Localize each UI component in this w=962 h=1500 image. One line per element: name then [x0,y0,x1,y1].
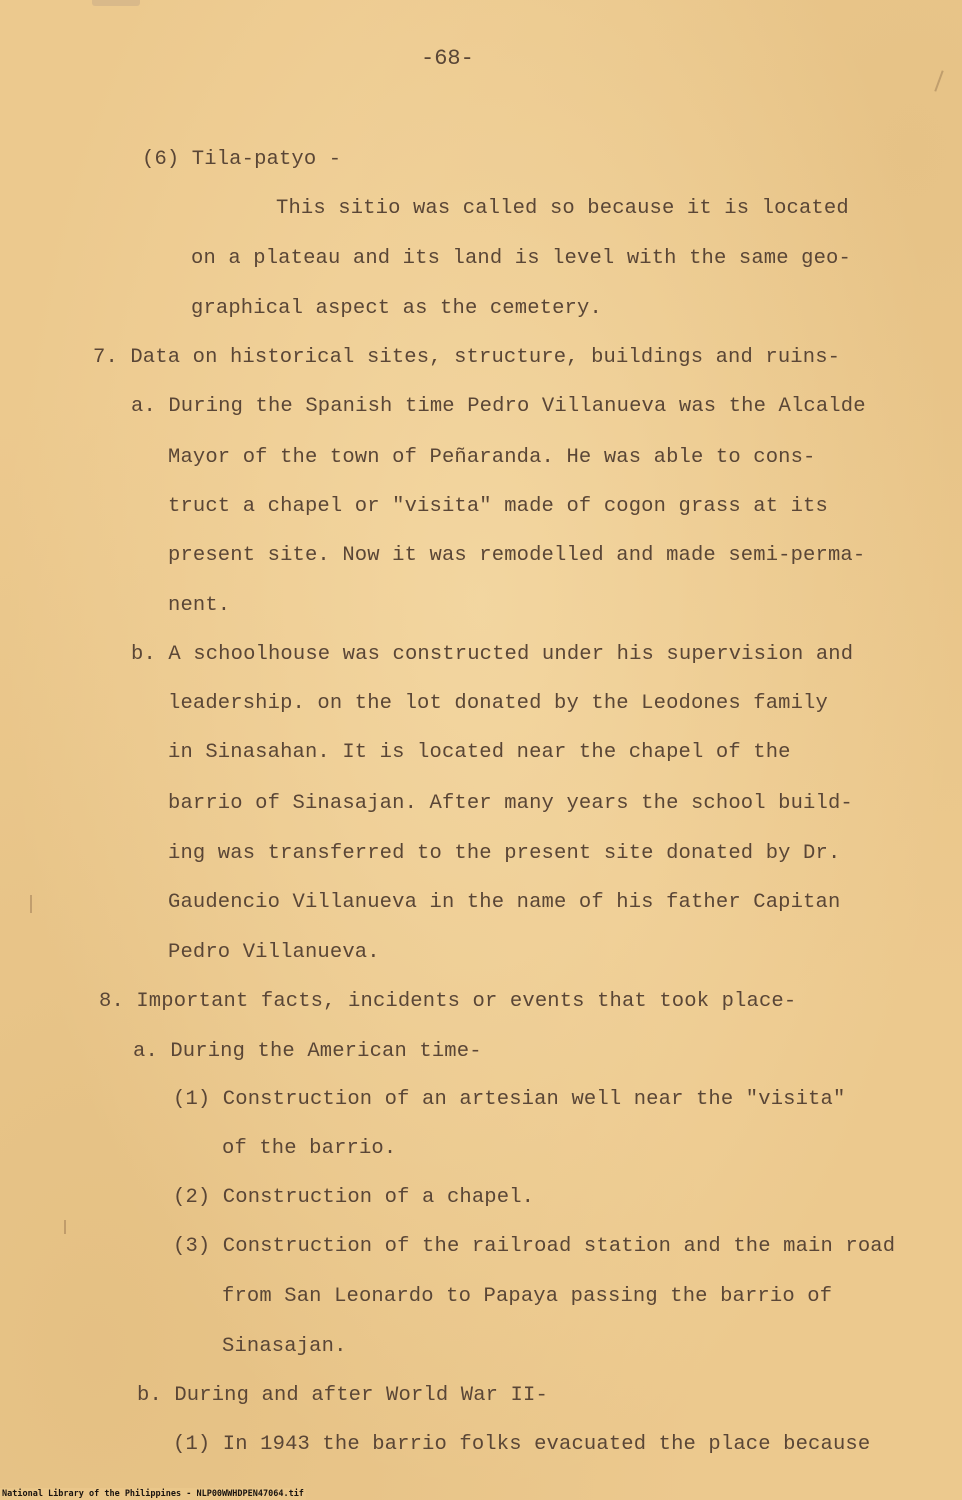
text-line: a. During the American time- [133,1040,482,1063]
text-line: graphical aspect as the cemetery. [191,297,602,320]
text-line: ing was transferred to the present site donated by Dr. [168,842,841,865]
text-line: (1) In 1943 the barrio folks evacuated the place because [173,1433,871,1456]
text-line: 8. Important facts, incidents or events that took place- [99,990,797,1013]
text-line: barrio of Sinasajan. After many years the school build- [168,792,853,815]
text-line: (3) Construction of the railroad station and the main road [173,1235,896,1258]
text-line: (6) Tila-patyo - [142,148,342,171]
text-line: Mayor of the town of Peñaranda. He was able to cons- [168,446,816,469]
text-line: leadership. on the lot donated by the Leodones family [168,692,828,715]
text-line: (2) Construction of a chapel. [173,1186,535,1209]
scan-footer: National Library of the Philippines - NLP00WWHDPEN47064.tif [2,1489,304,1499]
text-line: of the barrio. [222,1137,397,1160]
text-line: on a plateau and its land is level with the same geo- [191,247,851,270]
text-line: truct a chapel or "visita" made of cogon grass at its [168,495,828,518]
text-line: (1) Construction of an artesian well near the "visita" [173,1088,846,1111]
text-line: b. A schoolhouse was constructed under his supervision and [131,643,854,666]
text-line: Pedro Villanueva. [168,941,380,964]
margin-mark [934,70,943,91]
text-line: Sinasajan. [222,1335,347,1358]
margin-mark [64,1220,66,1234]
text-line: from San Leonardo to Papaya passing the barrio of [222,1285,833,1308]
text-line: in Sinasahan. It is located near the chapel of the [168,741,791,764]
paper-edge-mark [92,0,140,6]
text-line: present site. Now it was remodelled and made semi-perma- [168,544,866,567]
page-number: -68- [421,46,474,71]
text-line: This sitio was called so because it is located [276,197,849,220]
text-line: b. During and after World War II- [137,1384,548,1407]
margin-mark [30,895,32,913]
text-line: a. During the Spanish time Pedro Villanueva was the Alcalde [131,395,866,418]
text-line: 7. Data on historical sites, structure, buildings and ruins- [93,346,841,369]
text-line: nent. [168,594,231,617]
text-line: Gaudencio Villanueva in the name of his father Capitan [168,891,841,914]
